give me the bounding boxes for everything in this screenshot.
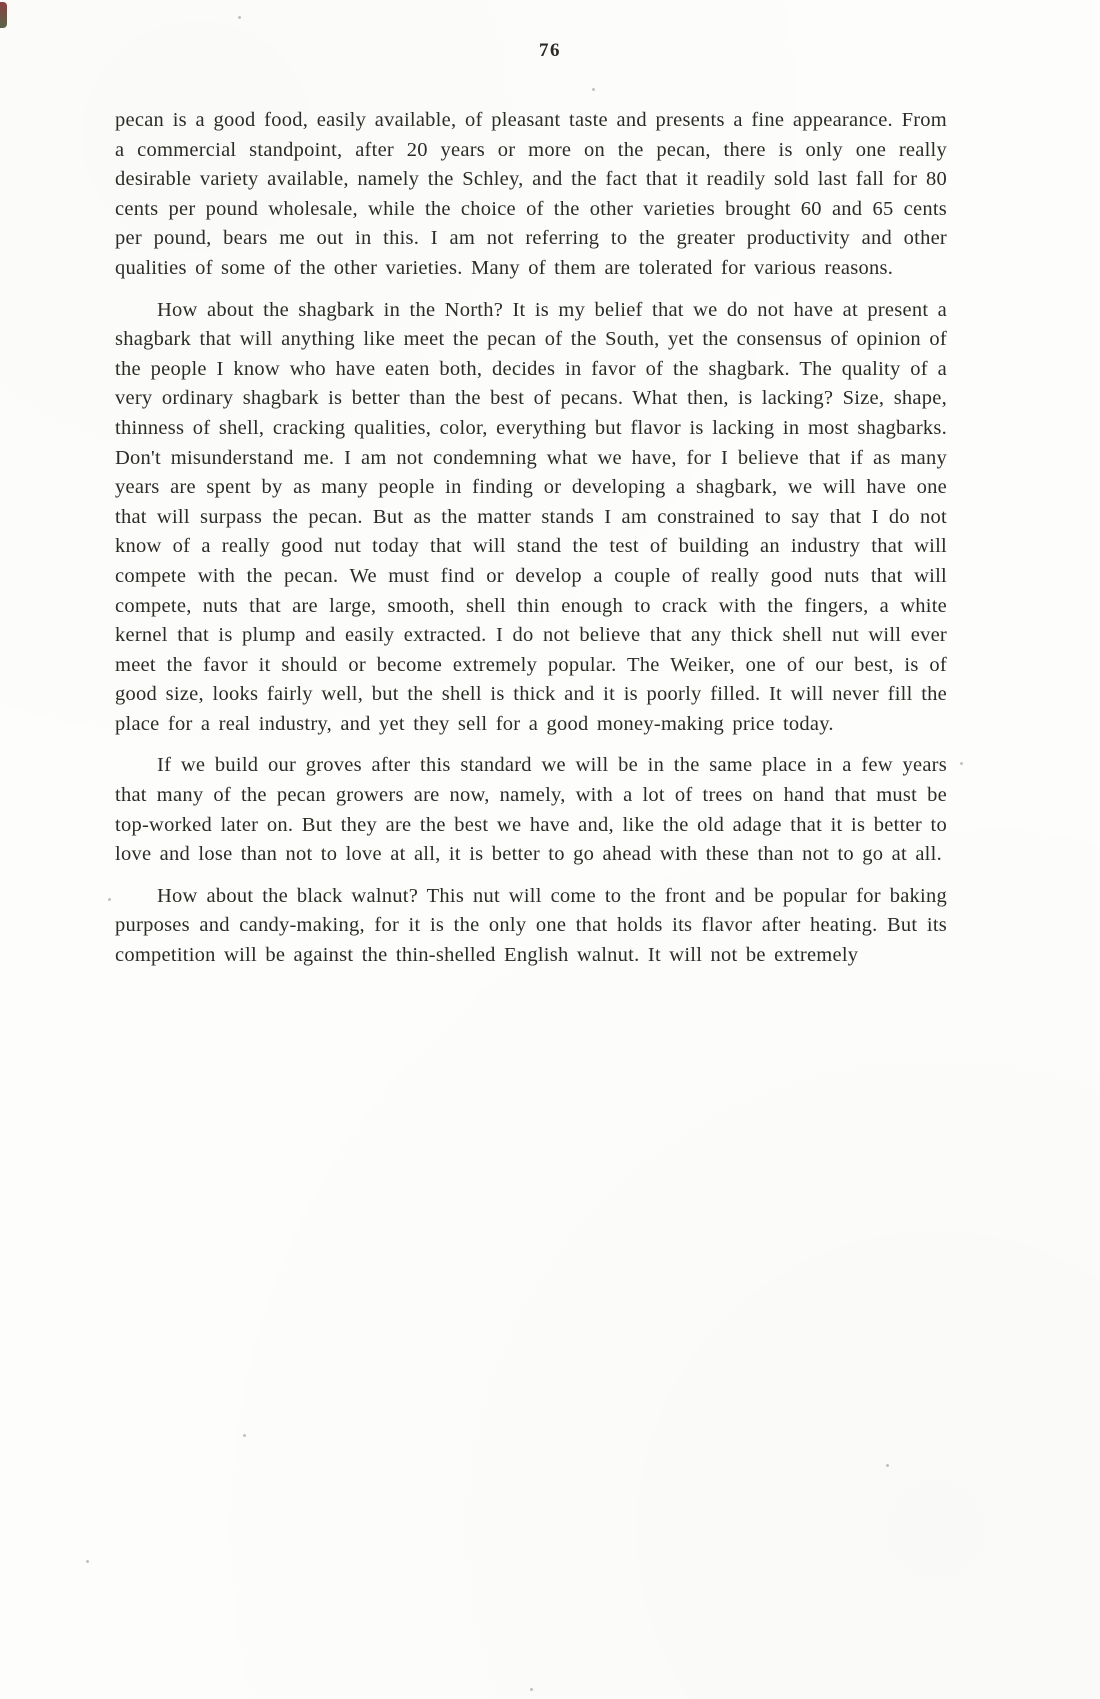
- scan-speck: [960, 762, 963, 765]
- scan-speck: [592, 88, 595, 91]
- scan-speck: [243, 1434, 246, 1437]
- page-number: 76: [539, 40, 561, 61]
- scan-edge-mark: [0, 2, 7, 28]
- scan-speck: [108, 898, 111, 901]
- text-block: [115, 106, 947, 983]
- paragraph: pecan is a good food, easily available, of pleasant taste and presents a fine appearance. From a commercial standpoint, after 20 years or more on the pecan, there is only one really desirable variety available, namely the Schley, and the fact that it readily sold last fall for 80 cents per pound wholesale, while the choice of the other varieties brought 60 and 65 cents per pound, bears me out in this. I am not referring to the greater productivity and other qualities of some of the other varieties. Many of them are tolerated for various reasons.: [115, 109, 947, 279]
- scan-speck: [886, 1464, 889, 1467]
- scan-speck: [86, 1560, 89, 1563]
- paragraph: If we build our groves after this standard we will be in the same place in a few years that many of the pecan growers are now, namely, with a lot of trees on hand that must be top-worked later on. But they are the best we have and, like the old adage that it is better to love and lose than not to love at all, it is better to go ahead with these than not to go at all.: [115, 754, 947, 866]
- scan-speck: [530, 1688, 533, 1691]
- paragraph: How about the black walnut? This nut will come to the front and be popular for baking purposes and candy-making, for it is the only one that holds its flavor after heating. But its competition will be against the thin-shelled English walnut. It will not be extremely: [115, 884, 947, 967]
- scan-speck: [238, 16, 241, 19]
- paragraph: How about the shagbark in the North? It is my belief that we do not have at present a shagbark that will anything like meet the pecan of the South, yet the consensus of opinion of the people I know who have eaten both, decides in favor of the shagbark. The quality of a very ordinary shagbark is better than the best of pecans. What then, is lacking? Size, shape, thinness of shell, cracking qualities, color, everything but flavor is lacking in most shagbarks. Don't misunderstand me. I am not condemning what we have, for I believe that if as many years are spent by as many people in finding or developing a shagbark, we will have one that will surpass the pecan. But as the matter stands I am constrained to say that I do not know of a really good nut today that will stand the test of building an industry that will compete with the pecan. We must find or develop a couple of really good nuts that will compete, nuts that are large, smooth, shell thin enough to crack with the fingers, a white kernel that is plump and easily extracted. I do not believe that any thick shell nut will ever meet the favor it should or become extremely popular. The Weiker, one of our best, is of good size, looks fairly well, but the shell is thick and it is poorly filled. It will never fill the place for a real industry, and yet they sell for a good money-making price today.: [115, 298, 947, 735]
